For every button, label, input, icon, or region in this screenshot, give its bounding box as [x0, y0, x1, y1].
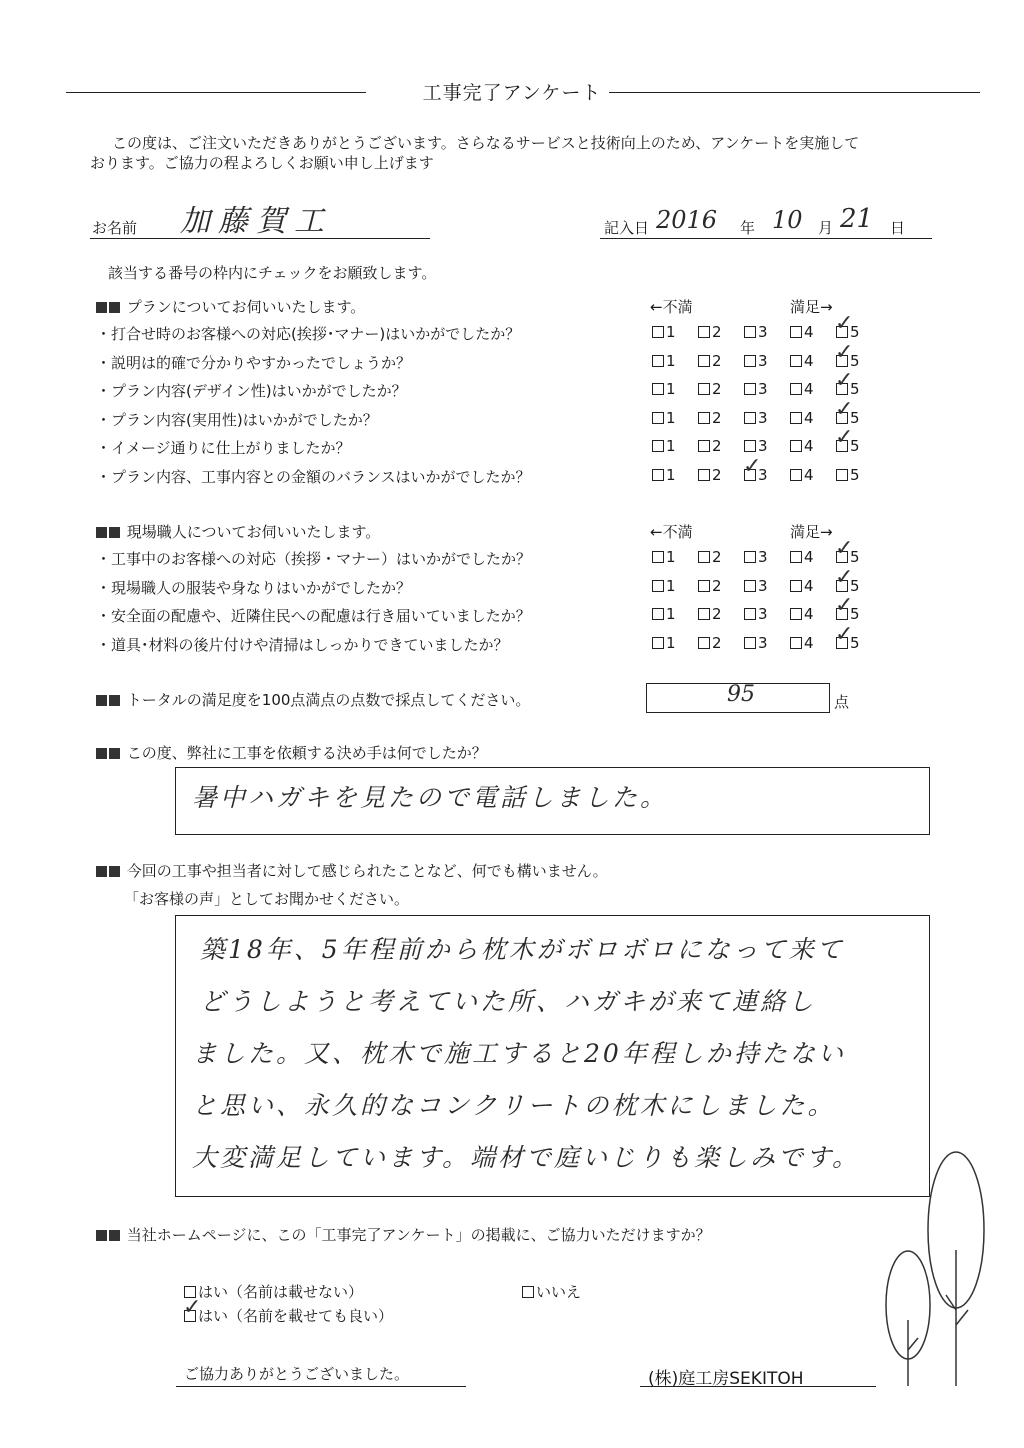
- rating-option-3[interactable]: [744, 409, 768, 427]
- rating-option-5[interactable]: [836, 466, 860, 484]
- square-bullet-icon: [109, 302, 120, 313]
- voice-label-1-text: 今回の工事や担当者に対して感じられたことなど、何でも構いません。: [126, 862, 608, 880]
- reason-label: [96, 742, 487, 763]
- date-year[interactable]: 2016: [656, 206, 718, 234]
- rating-option-1[interactable]: [652, 352, 676, 370]
- rating-option-label: 1: [666, 408, 676, 427]
- rating-option-2[interactable]: [698, 466, 722, 484]
- rating-option-label: 2: [712, 633, 722, 652]
- rating-option-label: 4: [804, 437, 814, 455]
- rating-checkbox[interactable]: [652, 608, 664, 620]
- rating-checkbox[interactable]: [835, 593, 854, 620]
- score-box[interactable]: [646, 683, 830, 713]
- rating-option-label: 3: [758, 633, 768, 652]
- company-underline: [640, 1386, 876, 1387]
- rating-option-1[interactable]: [652, 634, 676, 652]
- question-text: ・道具･材料の後片付けや清掃はしっかりできていましたか？: [96, 635, 509, 654]
- rating-checkbox[interactable]: [652, 326, 664, 338]
- scale-high-1: 満足→: [790, 298, 833, 316]
- voice-line: と思い、永久的なコンクリートの枕木にしました。: [192, 1091, 836, 1120]
- publish-option-no-label: いいえ: [536, 1283, 582, 1301]
- rating-option-label: 1: [666, 633, 676, 652]
- voice-line: ました。又、枕木で施工すると20年程しか持たない: [192, 1039, 846, 1068]
- scale-low-1: ←不満: [650, 298, 693, 316]
- rating-option-4[interactable]: [790, 466, 814, 484]
- rating-option-label: 2: [712, 605, 722, 623]
- rating-option-2[interactable]: [698, 409, 722, 427]
- tree-short-branch: [908, 1338, 918, 1350]
- rating-option-3[interactable]: [744, 634, 768, 652]
- rating-option-3[interactable]: [744, 577, 768, 595]
- rating-checkbox[interactable]: [652, 383, 664, 395]
- rating-option-3[interactable]: [744, 323, 768, 341]
- square-bullet-icon: [109, 527, 120, 538]
- voice-box[interactable]: [175, 915, 930, 1197]
- tree-tall-branch-right: [956, 1310, 968, 1325]
- rating-option-label: 4: [804, 548, 814, 566]
- rating-option-label: 4: [804, 633, 814, 652]
- rating-option-1[interactable]: [652, 437, 676, 455]
- scale-low-2: ←不満: [650, 523, 693, 541]
- rating-option-1[interactable]: [652, 409, 676, 427]
- rating-checkbox[interactable]: [744, 551, 756, 563]
- rating-option-4[interactable]: [790, 380, 814, 398]
- rating-option-4[interactable]: [790, 437, 814, 455]
- square-bullet-icon: [109, 1230, 120, 1241]
- rating-option-3[interactable]: [744, 352, 768, 370]
- publish-option-no[interactable]: [522, 1281, 581, 1302]
- rating-option-label: 3: [758, 323, 768, 341]
- checkbox-no[interactable]: [522, 1286, 534, 1298]
- square-bullet-icon: [96, 302, 107, 313]
- rating-option-label: 3: [758, 380, 768, 398]
- rating-checkbox[interactable]: [698, 551, 710, 563]
- check-mark-icon: ✓: [835, 311, 854, 336]
- voice-label-2: 「お客様の声」としてお聞かせください。: [124, 890, 410, 908]
- rating-option-label: 5: [850, 633, 860, 652]
- rating-checkbox[interactable]: [835, 621, 854, 649]
- question-text: ・現場職人の服装や身なりはいかがでしたか？: [96, 578, 412, 597]
- rating-option-label: 5: [850, 576, 860, 595]
- rating-option-label: 2: [712, 548, 722, 566]
- publish-option-named[interactable]: [183, 1295, 394, 1326]
- rating-checkbox[interactable]: [744, 355, 756, 367]
- section2-heading-text: 現場職人についてお伺いいたします。: [126, 523, 381, 541]
- question-text: ・安全面の配慮や、近隣住民への配慮は行き届いていましたか？: [96, 607, 531, 625]
- publish-question: [96, 1224, 711, 1245]
- rating-option-label: 2: [712, 465, 722, 484]
- rating-checkbox[interactable]: [790, 440, 802, 452]
- check-mark-icon: ✓: [835, 396, 854, 422]
- rating-checkbox[interactable]: [698, 580, 710, 592]
- rating-option-label: 5: [850, 437, 860, 455]
- rating-option-label: 1: [666, 605, 676, 623]
- rating-option-label: 5: [850, 605, 860, 623]
- rating-option-label: 1: [666, 380, 676, 398]
- square-bullet-icon: [109, 748, 120, 759]
- rating-checkbox[interactable]: [698, 412, 710, 424]
- rating-option-3[interactable]: [744, 548, 768, 566]
- rating-option-label: 1: [666, 323, 676, 341]
- instruction-text: 該当する番号の枠内にチェックをお願致します。: [108, 264, 437, 282]
- section2-heading: [96, 521, 380, 542]
- rating-option-5[interactable]: [835, 396, 860, 427]
- date-underline: [600, 238, 932, 239]
- rating-option-5[interactable]: [835, 311, 860, 341]
- rating-option-label: 4: [804, 465, 814, 484]
- rating-option-4[interactable]: [790, 577, 814, 595]
- rating-checkbox[interactable]: [698, 326, 710, 338]
- publish-option-anon[interactable]: [184, 1281, 363, 1302]
- rating-option-1[interactable]: [652, 577, 676, 595]
- rating-checkbox[interactable]: [790, 469, 802, 481]
- square-bullet-icon: [96, 748, 107, 759]
- check-mark-icon: ✓: [835, 621, 854, 647]
- name-underline: [90, 238, 430, 239]
- square-bullet-icon: [96, 1230, 107, 1241]
- section1-heading: [96, 296, 365, 317]
- rating-checkbox[interactable]: [835, 425, 854, 452]
- score-label: [96, 689, 530, 710]
- rating-option-1[interactable]: [652, 466, 676, 484]
- thanks-underline: [176, 1386, 466, 1387]
- question-text: ・プラン内容(デザイン性)はいかがでしたか？: [96, 382, 407, 400]
- question-text: ・イメージ通りに仕上がりましたか？: [96, 439, 351, 457]
- rating-option-label: 2: [712, 437, 722, 455]
- date-month[interactable]: 10: [772, 206, 803, 234]
- rating-checkbox[interactable]: [698, 637, 710, 649]
- question-text: ・プラン内容、工事内容との金額のバランスはいかがでしたか？: [96, 467, 531, 486]
- rating-option-label: 5: [850, 380, 860, 398]
- rating-checkbox[interactable]: [652, 440, 664, 452]
- rating-checkbox[interactable]: [652, 637, 664, 649]
- voice-line: 築18年、5年程前から枕木がボロボロになって来て: [200, 935, 845, 964]
- section1-heading-text: プランについてお伺いいたします。: [126, 298, 366, 316]
- rating-checkbox[interactable]: [743, 453, 762, 481]
- rating-option-5[interactable]: [835, 593, 860, 623]
- rating-option-label: 2: [712, 323, 722, 341]
- rating-option-2[interactable]: [698, 437, 722, 455]
- rating-checkbox[interactable]: [652, 551, 664, 563]
- rating-option-2[interactable]: [698, 548, 722, 566]
- reason-label-text: この度、弊社に工事を依頼する決め手は何でしたか？: [126, 744, 487, 762]
- rating-option-2[interactable]: [698, 380, 722, 398]
- rating-option-3[interactable]: [743, 453, 768, 484]
- scale-high-2: 満足→: [790, 523, 833, 541]
- rating-option-4[interactable]: [790, 323, 814, 341]
- rating-option-2[interactable]: [698, 352, 722, 370]
- rating-option-4[interactable]: [790, 548, 814, 566]
- question-text: ・プラン内容(実用性)はいかがでしたか？: [96, 410, 378, 429]
- date-label: 記入日: [604, 219, 650, 237]
- rating-option-label: 3: [758, 351, 768, 370]
- rating-checkbox[interactable]: [698, 469, 710, 481]
- publish-option-anon-label: はい（名前は載せない）: [198, 1283, 364, 1301]
- rating-option-4[interactable]: [790, 409, 814, 427]
- rating-option-label: 4: [804, 576, 814, 595]
- rating-checkbox[interactable]: [698, 608, 710, 620]
- rating-checkbox[interactable]: [698, 383, 710, 395]
- rating-option-label: 1: [666, 437, 676, 455]
- rating-option-3[interactable]: [744, 380, 768, 398]
- rating-option-label: 4: [804, 408, 814, 427]
- intro-line-1: この度は、ご注文いただきありがとうございます。さらなるサービスと技術向上のため、アンケートを実施して: [112, 134, 860, 152]
- rating-checkbox[interactable]: [652, 412, 664, 424]
- form-title: 工事完了アンケート: [0, 78, 1024, 105]
- rating-option-label: 1: [666, 465, 676, 484]
- rating-checkbox[interactable]: [744, 440, 756, 452]
- tree-illustration: [880, 1150, 990, 1395]
- publish-option-named-label: はい（名前を載せても良い）: [198, 1307, 394, 1325]
- intro-line-2: おります。ご協力の程よろしくお願い申し上げます: [90, 154, 434, 172]
- rating-option-label: 5: [850, 351, 860, 370]
- thanks-text: ご協力ありがとうございました。: [184, 1365, 410, 1383]
- question-text: ・打合せ時のお客様への対応(挨拶･マナー)はいかがでしたか？: [96, 325, 521, 343]
- voice-label-1: [96, 860, 608, 881]
- rating-option-1[interactable]: [652, 323, 676, 341]
- rating-checkbox[interactable]: [835, 311, 854, 338]
- rating-checkbox[interactable]: [744, 608, 756, 620]
- rating-checkbox[interactable]: [790, 355, 802, 367]
- rating-option-3[interactable]: [744, 605, 768, 623]
- rating-option-5[interactable]: [835, 564, 860, 595]
- rating-checkbox[interactable]: [652, 355, 664, 367]
- rating-checkbox[interactable]: [744, 637, 756, 649]
- check-mark-icon: ✓: [743, 453, 762, 479]
- check-mark-icon: ✓: [835, 339, 854, 365]
- rating-checkbox[interactable]: [835, 339, 854, 367]
- rating-option-label: 3: [758, 605, 768, 623]
- check-mark-icon: ✓: [835, 368, 854, 393]
- rating-option-5[interactable]: [835, 621, 860, 652]
- rating-option-5[interactable]: [835, 425, 860, 455]
- rating-option-4[interactable]: [790, 605, 814, 623]
- rating-option-label: 1: [666, 548, 676, 566]
- rating-checkbox[interactable]: [744, 412, 756, 424]
- score-value: 95: [727, 682, 755, 707]
- reason-box[interactable]: [175, 767, 930, 835]
- voice-line: 大変満足しています。端材で庭いじりも楽しみです。: [192, 1143, 861, 1172]
- company-name: (株)庭工房SEKITOH: [648, 1369, 804, 1389]
- score-label-text: トータルの満足度を100点満点の点数で採点してください。: [126, 691, 531, 709]
- rating-checkbox[interactable]: [744, 580, 756, 592]
- date-day-unit: 日: [890, 219, 906, 237]
- rating-checkbox[interactable]: [698, 440, 710, 452]
- rating-option-label: 3: [758, 465, 768, 484]
- square-bullet-icon: [96, 866, 107, 877]
- rating-checkbox[interactable]: [836, 469, 848, 481]
- rating-option-label: 5: [850, 323, 860, 341]
- score-unit: 点: [834, 693, 850, 711]
- rating-option-2[interactable]: [698, 605, 722, 623]
- check-mark-icon: ✓: [835, 425, 854, 450]
- rating-option-label: 4: [804, 351, 814, 370]
- rating-option-label: 3: [758, 548, 768, 566]
- voice-line: どうしようと考えていた所、ハガキが来て連絡し: [200, 987, 817, 1016]
- rating-option-3[interactable]: [744, 437, 768, 455]
- rating-option-label: 4: [804, 380, 814, 398]
- check-mark-icon: ✓: [835, 564, 854, 590]
- rating-option-label: 1: [666, 576, 676, 595]
- date-month-unit: 月: [818, 219, 834, 237]
- tree-tall-branch-left: [946, 1295, 956, 1310]
- rating-option-1[interactable]: [652, 548, 676, 566]
- rating-checkbox[interactable]: [790, 326, 802, 338]
- rating-option-1[interactable]: [652, 605, 676, 623]
- rating-option-5[interactable]: [835, 536, 860, 566]
- rating-option-2[interactable]: [698, 323, 722, 341]
- square-bullet-icon: [96, 695, 107, 706]
- rating-option-label: 5: [850, 548, 860, 566]
- check-mark-icon: ✓: [835, 536, 854, 561]
- rating-checkbox[interactable]: [835, 368, 854, 395]
- publish-question-text: 当社ホームページに、この「工事完了アンケート」の掲載に、ご協力いただけますか？: [126, 1226, 711, 1244]
- name-value[interactable]: 加藤賀工: [180, 204, 332, 239]
- rating-option-label: 4: [804, 323, 814, 341]
- rating-option-label: 5: [850, 465, 860, 484]
- rating-checkbox[interactable]: [790, 580, 802, 592]
- question-text: ・説明は的確で分かりやすかったでしょうか？: [96, 353, 412, 372]
- rating-option-label: 3: [758, 408, 768, 427]
- check-mark-icon: ✓: [183, 1295, 202, 1320]
- rating-option-5[interactable]: [835, 368, 860, 398]
- rating-option-4[interactable]: [790, 352, 814, 370]
- rating-option-label: 3: [758, 437, 768, 455]
- rating-checkbox[interactable]: [790, 637, 802, 649]
- rating-checkbox[interactable]: [744, 383, 756, 395]
- rating-option-1[interactable]: [652, 380, 676, 398]
- rating-option-2[interactable]: [698, 634, 722, 652]
- date-day[interactable]: 21: [840, 204, 874, 234]
- square-bullet-icon: [96, 527, 107, 538]
- rating-checkbox[interactable]: [835, 396, 854, 424]
- checkbox-named[interactable]: [183, 1295, 202, 1322]
- rating-option-label: 2: [712, 408, 722, 427]
- rating-checkbox[interactable]: [698, 355, 710, 367]
- rating-checkbox[interactable]: [744, 326, 756, 338]
- rating-option-label: 2: [712, 380, 722, 398]
- name-label: お名前: [92, 219, 138, 237]
- rating-checkbox[interactable]: [835, 564, 854, 592]
- square-bullet-icon: [109, 695, 120, 706]
- rating-option-2[interactable]: [698, 577, 722, 595]
- rating-checkbox[interactable]: [652, 580, 664, 592]
- rating-option-4[interactable]: [790, 634, 814, 652]
- rating-checkbox[interactable]: [790, 412, 802, 424]
- rating-checkbox[interactable]: [790, 383, 802, 395]
- rating-option-label: 2: [712, 351, 722, 370]
- rating-option-label: 1: [666, 351, 676, 370]
- date-year-unit: 年: [740, 219, 756, 237]
- rating-option-5[interactable]: [835, 339, 860, 370]
- rating-option-label: 2: [712, 576, 722, 595]
- rating-checkbox[interactable]: [790, 551, 802, 563]
- square-bullet-icon: [109, 866, 120, 877]
- rating-checkbox[interactable]: [652, 469, 664, 481]
- rating-option-label: 3: [758, 576, 768, 595]
- reason-answer: 暑中ハガキを見たので電話しました。: [192, 783, 669, 812]
- question-text: ・工事中のお客様への対応（挨拶・マナー）はいかがでしたか？: [96, 550, 532, 568]
- rating-option-label: 5: [850, 408, 860, 427]
- rating-checkbox[interactable]: [790, 608, 802, 620]
- rating-option-label: 4: [804, 605, 814, 623]
- rating-checkbox[interactable]: [835, 536, 854, 563]
- check-mark-icon: ✓: [835, 593, 854, 618]
